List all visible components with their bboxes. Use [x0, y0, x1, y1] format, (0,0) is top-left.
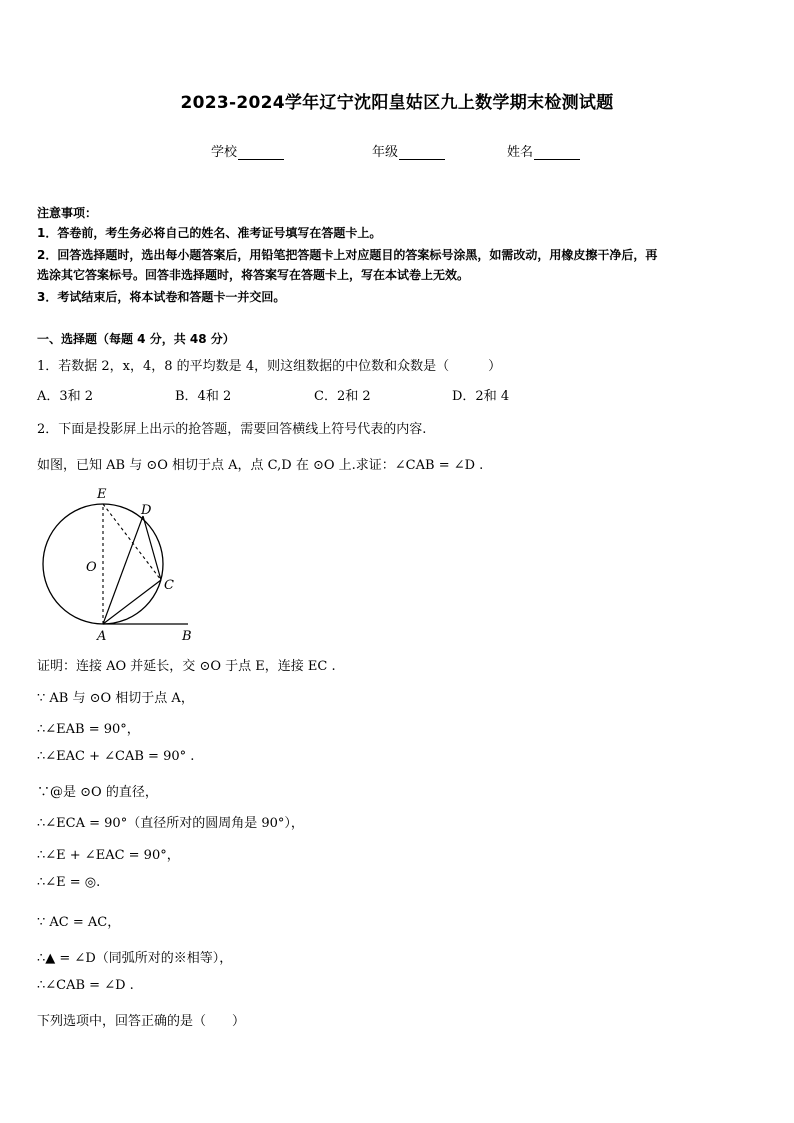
proof-line-3: ∴∠EAB = 90°， [37, 722, 140, 737]
label-e: E [97, 487, 107, 502]
grade-label: 年级 [372, 145, 399, 160]
proof-line-2: ∵ AB 与 ⊙O 相切于点 A， [37, 691, 194, 706]
notes-heading: 注意事项： [37, 206, 98, 220]
school-blank [238, 147, 284, 160]
proof-line-11: ∴∠CAB = ∠D . [37, 978, 134, 993]
note-2b: 选涂其它答案标号。回答非选择题时，将答案写在答题卡上，写在本试卷上无效。 [37, 268, 470, 282]
proof-line-9: ∵ AC = AC， [37, 915, 121, 930]
note-1: 1．答卷前，考生务必将自己的姓名、准考证号填写在答题卡上。 [37, 226, 382, 240]
q1-option-d: D．2和 4 [452, 389, 510, 404]
proof-line-5: ∵@是 ⊙O 的直径， [37, 785, 158, 800]
label-d: D [141, 503, 152, 518]
q1-stem: 1．若数据 2，x，4，8 的平均数是 4，则这组数据的中位数和众数是（ ） [37, 359, 502, 374]
school-label: 学校 [211, 145, 238, 160]
note-2a: 2．回答选择题时，选出每小题答案后，用铅笔把答题卡上对应题目的答案标号涂黑，如需改动，用橡皮擦干净后，再 [37, 248, 658, 262]
name-label: 姓名 [507, 145, 534, 160]
label-o: O [86, 560, 97, 575]
note-3: 3．考试结束后，将本试卷和答题卡一并交回。 [37, 290, 286, 304]
geometry-figure [30, 483, 210, 645]
proof-line-4: ∴∠EAC + ∠CAB = 90° . [37, 749, 195, 764]
chord-dc [143, 516, 161, 580]
q1-option-a: A．3和 2 [37, 389, 94, 404]
proof-line-7: ∴∠E + ∠EAC = 90°， [37, 848, 180, 863]
grade-blank [399, 147, 445, 160]
section-heading: 一、选择题（每题 4 分，共 48 分） [37, 332, 235, 346]
q1-option-c: C．2和 2 [314, 389, 371, 404]
q2-stem: 2．下面是投影屏上出示的抢答题，需要回答横线上符号代表的内容. [37, 422, 427, 437]
chord-ec [103, 504, 161, 580]
proof-line-6: ∴∠ECA = 90°（直径所对的圆周角是 90°）， [37, 816, 304, 831]
q1-option-b: B．4和 2 [175, 389, 232, 404]
grade-field [372, 141, 445, 160]
proof-line-1: 证明：连接 AO 并延长，交 ⊙O 于点 E，连接 EC . [37, 659, 336, 674]
q2-question: 下列选项中，回答正确的是（ ） [37, 1014, 246, 1029]
proof-line-10: ∴▲ = ∠D（同弧所对的※相等）， [37, 951, 233, 966]
chord-ad [103, 516, 143, 624]
q2-given: 如图，已知 AB 与 ⊙O 相切于点 A，点 C,D 在 ⊙O 上.求证：∠CAB = ∠D . [37, 458, 484, 473]
school-field [211, 141, 284, 160]
name-field [507, 141, 580, 160]
page-title: 2023-2024学年辽宁沈阳皇姑区九上数学期末检测试题 [180, 93, 614, 113]
proof-line-8: ∴∠E = ◎. [37, 875, 101, 890]
label-a: A [97, 629, 107, 644]
label-c: C [164, 578, 174, 593]
name-blank [534, 147, 580, 160]
label-b: B [182, 629, 192, 644]
